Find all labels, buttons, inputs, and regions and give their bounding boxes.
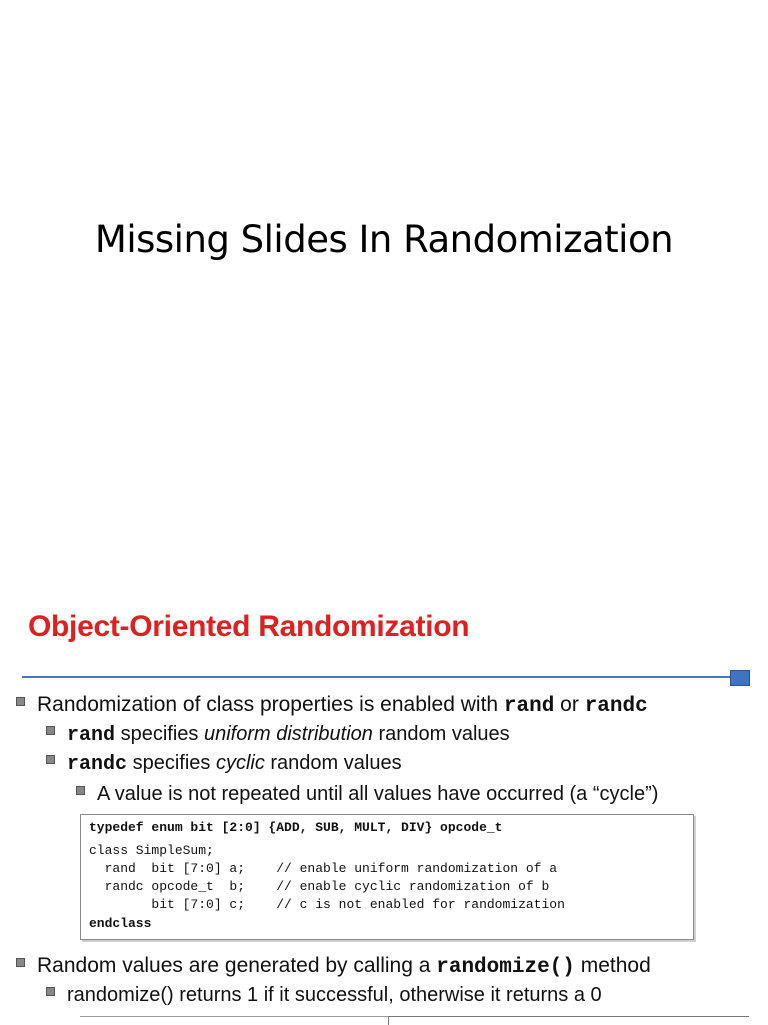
- bullet-randomize-returns: randomize() returns 1 if it successful, otherwise it returns a 0: [46, 984, 602, 1007]
- code-line: class SimpleSum;: [89, 843, 214, 858]
- code-line: bit [7:0] c; // c is not enabled for randomization: [89, 897, 565, 912]
- code-line: typedef enum bit [2:0] {ADD, SUB, MULT, DIV} opcode_t: [89, 820, 503, 835]
- bullet-square-icon: [76, 786, 85, 795]
- code-line: endclass: [89, 916, 152, 931]
- slide-2: [0, 580, 768, 1024]
- bullet-randomization-enabled: Randomization of class properties is enabled with rand or randc: [16, 693, 648, 718]
- divider-square-icon: [730, 670, 750, 686]
- bullet-square-icon: [46, 987, 55, 996]
- bullet-rand: rand specifies uniform distribution random values: [46, 723, 510, 747]
- bullet-cycle: A value is not repeated until all values have occurred (a “cycle”): [76, 783, 658, 806]
- bullet-square-icon: [46, 755, 55, 764]
- slide-1-title: Missing Slides In Randomization: [94, 218, 674, 261]
- title-divider: [22, 676, 730, 678]
- bullet-square-icon: [46, 726, 55, 735]
- bullet-square-icon: [16, 697, 25, 706]
- slide-2-title: Object-Oriented Randomization: [28, 610, 470, 643]
- code-line: rand bit [7:0] a; // enable uniform randomization of a: [89, 861, 558, 876]
- bullet-randc: randc specifies cyclic random values: [46, 752, 402, 776]
- code-line: randc opcode_t b; // enable cyclic randomization of b: [89, 879, 550, 894]
- code-block: [80, 814, 694, 940]
- bullet-random-values: Random values are generated by calling a randomize() method: [16, 954, 651, 979]
- bullet-square-icon: [16, 958, 25, 967]
